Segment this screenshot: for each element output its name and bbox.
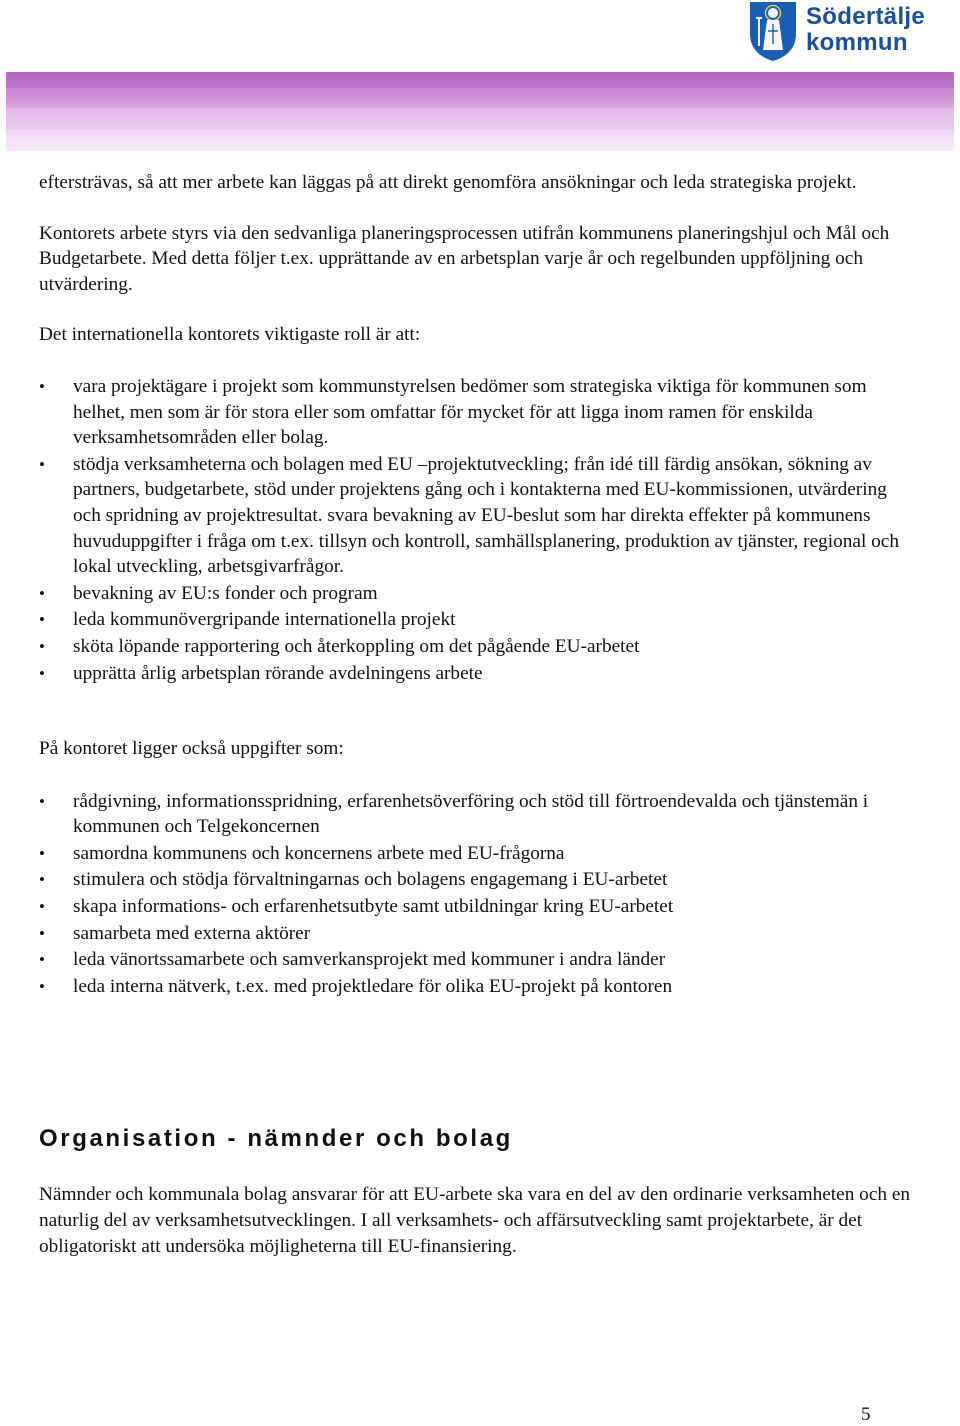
list-intro: Det internationella kontorets viktigaste roll är att: xyxy=(39,324,421,346)
list-item: • leda vänortssamarbete och samverkansprojekt med kommuner i andra länder xyxy=(39,947,919,973)
list-item: • samordna kommunens och koncernens arbete med EU-frågorna xyxy=(39,841,919,867)
list-intro: På kontoret ligger också uppgifter som: xyxy=(39,738,344,760)
paragraph: Nämnder och kommunala bolag ansvarar för att EU-arbete ska vara en del av den ordinarie verksamheten och en naturlig del av verksamhetsutvecklingen. I all verksamhets- och affärsutveckling samt projektarbete, är det obligatoriskt att undersöka möjligheterna till EU-finansiering. xyxy=(39,1184,911,1257)
list-item: • stimulera och stödja förvaltningarnas och bolagens engagemang i EU-arbetet xyxy=(39,867,919,893)
header-band xyxy=(6,130,954,151)
list-item: • leda kommunövergripande internationella projekt xyxy=(39,607,919,633)
section-heading: Organisation - nämnder och bolag xyxy=(39,1125,513,1153)
logo-wordmark xyxy=(806,4,925,56)
coat-of-arms-icon xyxy=(748,0,798,62)
list-item: • samarbeta med externa aktörer xyxy=(39,921,919,947)
list-item: • leda interna nätverk, t.ex. med projektledare för olika EU-projekt på kontoren xyxy=(39,974,919,1000)
list-item: • sköta löpande rapportering och återkoppling om det pågående EU-arbetet xyxy=(39,634,919,660)
logo-line-2: kommun xyxy=(806,29,908,56)
list-item: • rådgivning, informationsspridning, erfarenhetsöverföring och stöd till förtroendevalda och tjänstemän i kommunen och Telgekoncernen xyxy=(39,789,919,840)
list-item: • upprätta årlig arbetsplan rörande avdelningens arbete xyxy=(39,661,919,687)
paragraph: Kontorets arbete styrs via den sedvanliga planeringsprocessen utifrån kommunens planeringshjul och Mål och Budgetarbete. Med detta följer t.ex. upprättande av en arbetsplan varje år och regelbunden uppföljning och utvärdering. xyxy=(39,222,890,295)
header-band xyxy=(6,88,954,108)
list-item: • bevakning av EU:s fonder och program xyxy=(39,581,919,607)
header-band xyxy=(6,108,954,130)
logo-line-1: Södertälje xyxy=(806,3,926,30)
document-body xyxy=(39,170,919,1259)
logo xyxy=(748,0,948,64)
bullet-list xyxy=(39,789,919,1000)
list-item: • vara projektägare i projekt som kommunstyrelsen bedömer som strategiska viktiga för kommunen som helhet, men som är för stora eller som omfattar för mycket för att ligga inom ramen för enskilda verksamhetsområden eller bolag. xyxy=(39,374,919,451)
list-item: • stödja verksamheterna och bolagen med EU –projektutveckling; från idé till färdig ansökan, sökning av partners, budgetarbete, stöd under projektens gång och i kontakterna med EU-kommissionen, utvärdering och spridning av projektresultat. svara bevakning av EU-beslut som har direkta effekter på kommunens huvuduppgifter i fråga om t.ex. tillsyn och kontroll, samhällsplanering, produktion av tjänster, regional och lokal utveckling, arbetsgivarfrågor. xyxy=(39,452,919,580)
bullet-list xyxy=(39,374,919,686)
page-number: 5 xyxy=(861,1404,871,1425)
list-item: • skapa informations- och erfarenhetsutbyte samt utbildningar kring EU-arbetet xyxy=(39,894,919,920)
paragraph: eftersträvas, så att mer arbete kan läggas på att direkt genomföra ansökningar och leda strategiska projekt. xyxy=(39,172,857,193)
